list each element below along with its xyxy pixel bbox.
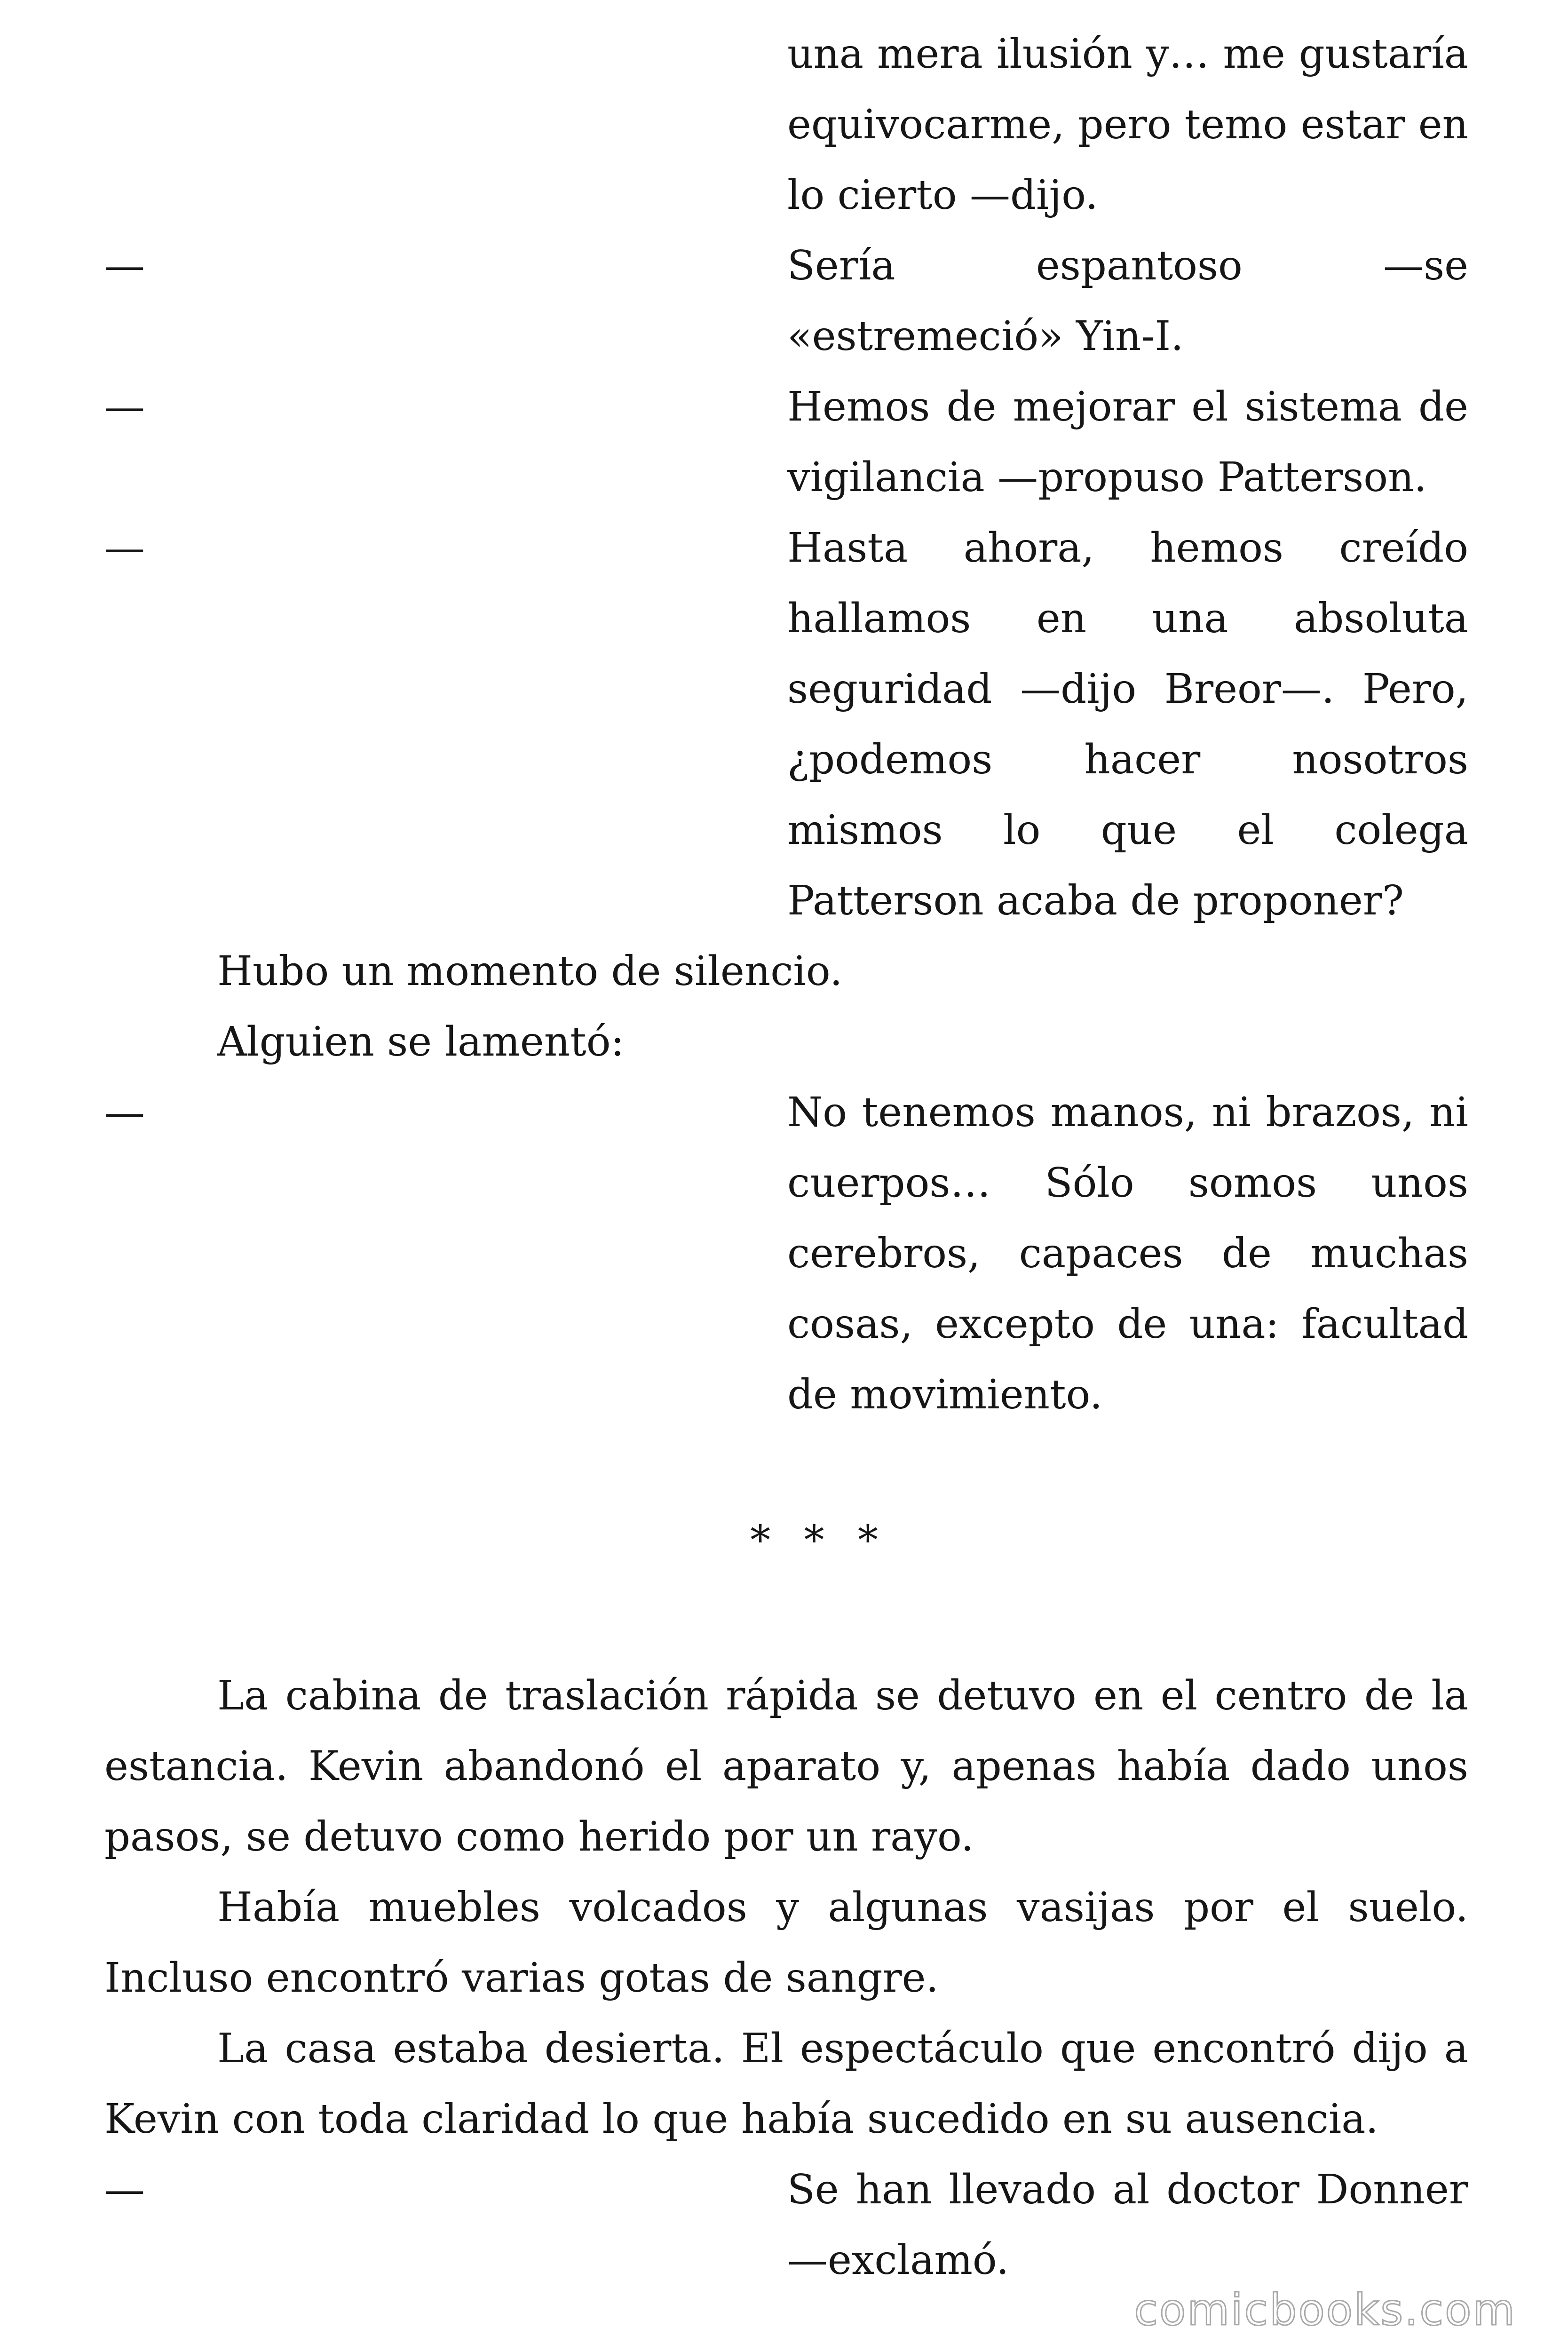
paragraph: Había muebles volcados y algunas vasijas por el suelo. Incluso encontró varias gotas de sangre. xyxy=(104,1884,1468,2002)
dialogue-line xyxy=(104,230,1468,372)
watermark: comicbooks.com xyxy=(1134,2285,1516,2335)
paragraph: Hubo un momento de silencio. xyxy=(217,948,843,995)
dialogue-text: Hasta ahora, hemos creído hallamos en una absoluta seguridad —dijo Breor—. Pero, ¿podemos hacer nosotros mismos lo que el colega Patterson acaba de proponer? xyxy=(787,524,1468,924)
dialogue-dash: — xyxy=(104,242,145,289)
paragraph: Alguien se lamentó: xyxy=(217,1018,625,1065)
dialogue-line xyxy=(104,513,1468,936)
dialogue-line xyxy=(104,372,1468,513)
dialogue-text: No tenemos manos, ni brazos, ni cuerpos… Sólo somos unos cerebros, capaces de muchas cosas, excepto de una: facultad de movimiento. xyxy=(787,1089,1468,1418)
continued-dialogue: una mera ilusión y… me gustaría equivocarme, pero temo estar en lo cierto —dijo. xyxy=(787,31,1468,219)
paragraph: La cabina de traslación rápida se detuvo en el centro de la estancia. Kevin abandonó el aparato y, apenas había dado unos pasos, se detuvo como herido por un rayo. xyxy=(104,1672,1468,1860)
dialogue-text: Hemos de mejorar el sistema de vigilancia —propuso Patterson. xyxy=(787,383,1468,501)
dialogue-line xyxy=(104,1077,1468,1430)
dialogue-dash: — xyxy=(104,2166,145,2213)
paragraph: La casa estaba desierta. El espectáculo que encontró dijo a Kevin con toda claridad lo que había sucedido en su ausencia. xyxy=(104,2025,1468,2143)
dialogue-dash: — xyxy=(104,524,145,572)
dialogue-line xyxy=(104,2154,1468,2296)
dialogue-dash: — xyxy=(104,1089,145,1136)
dialogue-text: Sería espantoso —se «estremeció» Yin-I. xyxy=(787,242,1468,360)
scene-separator: * * * xyxy=(750,1517,888,1564)
book-page xyxy=(104,19,1468,2296)
dialogue-text: Se han llevado al doctor Donner —exclamó. xyxy=(787,2166,1468,2284)
dialogue-dash: — xyxy=(104,383,145,430)
